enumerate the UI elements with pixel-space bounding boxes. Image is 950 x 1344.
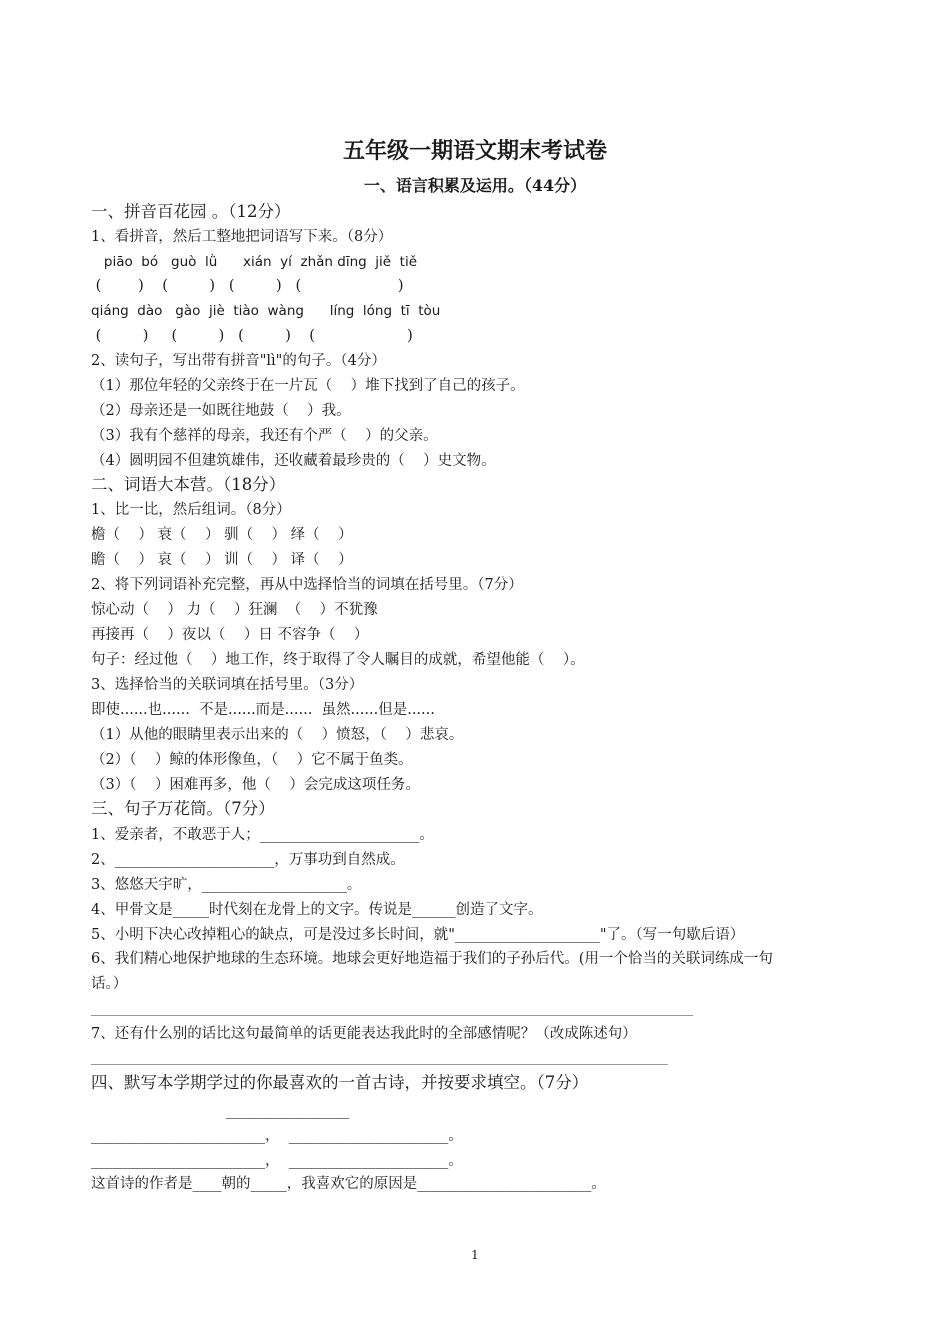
poem-title-blank[interactable]: _________________: [226, 1103, 350, 1119]
section4-heading: 四、默写本学期学过的你最喜欢的一首古诗，并按要求填空。（7分）: [91, 1073, 589, 1092]
answer-blanks-row2[interactable]: ( ) ( ) ( ) ( ): [91, 328, 413, 344]
section1-heading: 一、拼音百花园 。（12分）: [91, 202, 291, 221]
page-title: 五年级一期语文期末考试卷: [342, 138, 607, 164]
s2-q3-item2: （2）（ ）鲸的体形像鱼，（ ）它不属于鱼类。: [91, 752, 413, 768]
s2-q3-item1: （1）从他的眼睛里表示出来的（ ）愤怒，（ ）悲哀。: [91, 727, 464, 743]
page-number: 1: [471, 1248, 479, 1262]
poem-line2[interactable]: ________________________， ______________________。: [91, 1153, 463, 1169]
answer-blanks-row1[interactable]: ( ) ( ) ( ) ( ): [91, 278, 404, 294]
section-subtitle: 一、语言积累及运用。（44分）: [363, 176, 587, 195]
s2-q2-row1: 惊心动（ ） 力（ ）狂澜 （ ）不犹豫: [91, 602, 378, 618]
s3-question6-line1: 6、我们精心地保护地球的生态环境。地球会更好地造福于我们的子孙后代。(用一个恰当的关联词练成一句: [91, 951, 773, 967]
s2-question3: 3、选择恰当的关联词填在括号里。（3分）: [91, 677, 364, 693]
answer-line-q6[interactable]: [91, 1015, 693, 1016]
s1-q2-item4: （4）圆明园不但建筑雄伟，还收藏着最珍贵的（ ）史文物。: [91, 453, 496, 469]
s2-question2: 2、将下列词语补充完整，再从中选择恰当的词填在括号里。（7分）: [91, 577, 523, 593]
s3-question4: 4、甲骨文是_____时代刻在龙骨上的文字。传说是______创造了文字。: [91, 902, 543, 918]
s2-q2-sentence: 句子：经过他（ ）地工作，终于取得了令人瞩目的成就，希望他能（ ）。: [91, 652, 585, 668]
s3-question6-line2: 话。）: [91, 976, 128, 992]
section3-heading: 三、句子万花筒。（7分）: [91, 799, 275, 818]
poem-line1[interactable]: ________________________， ______________________。: [91, 1128, 463, 1144]
answer-line-q7[interactable]: [91, 1064, 668, 1065]
s3-question7: 7、还有什么别的话比这句最简单的话更能表达我此时的全部感情呢？（改成陈述句）: [91, 1026, 637, 1042]
s2-q1-row1: 檐（ ） 衰（ ） 驯（ ） 绎（ ）: [91, 527, 353, 543]
s2-q1-row2: 瞻（ ） 哀（ ） 训（ ） 译（ ）: [91, 552, 353, 568]
s3-question3: 3、悠悠天宇旷，____________________。: [91, 877, 362, 893]
pinyin-row2: qiáng dào gào jiè tiào wàng líng lóng tī tòu: [91, 303, 441, 319]
pinyin-row1: piāo bó guò lǜ xián yí zhǎn dīng jiě tiě: [91, 254, 418, 270]
s2-q3-item3: （3）（ ）困难再多，他（ ）会完成这项任务。: [91, 777, 420, 793]
s2-question1: 1、比一比，然后组词。（8分）: [91, 502, 291, 518]
s1-q2-item1: （1）那位年轻的父亲终于在一片瓦（ ）堆下找到了自己的孩子。: [91, 378, 525, 394]
poem-author-question: 这首诗的作者是____朝的_____，我喜欢它的原因是________________________。: [91, 1176, 606, 1192]
s3-question1: 1、爱亲者，不敢恶于人；______________________。: [91, 827, 434, 843]
s1-question1: 1、看拼音，然后工整地把词语写下来。（8分）: [91, 229, 393, 245]
s3-question2: 2、______________________，万事功到自然成。: [91, 852, 405, 868]
s2-q3-options: 即使......也...... 不是......而是...... 虽然......但是......: [91, 702, 435, 718]
section2-heading: 二、词语大本营。（18分）: [91, 475, 286, 494]
s2-q2-row2: 再接再（ ）夜以（ ）日 不容争（ ）: [91, 627, 369, 643]
s1-q2-item3: （3）我有个慈祥的母亲，我还有个严（ ）的父亲。: [91, 428, 438, 444]
s1-question2: 2、读句子，写出带有拼音"lì"的句子。（4分）: [91, 353, 386, 369]
s1-q2-item2: （2）母亲还是一如既往地鼓（ ）我。: [91, 403, 351, 419]
s3-question5: 5、小明下决心改掉粗心的缺点，可是没过多长时间，就"____________________"了。（写一句歇后语）: [91, 927, 745, 943]
